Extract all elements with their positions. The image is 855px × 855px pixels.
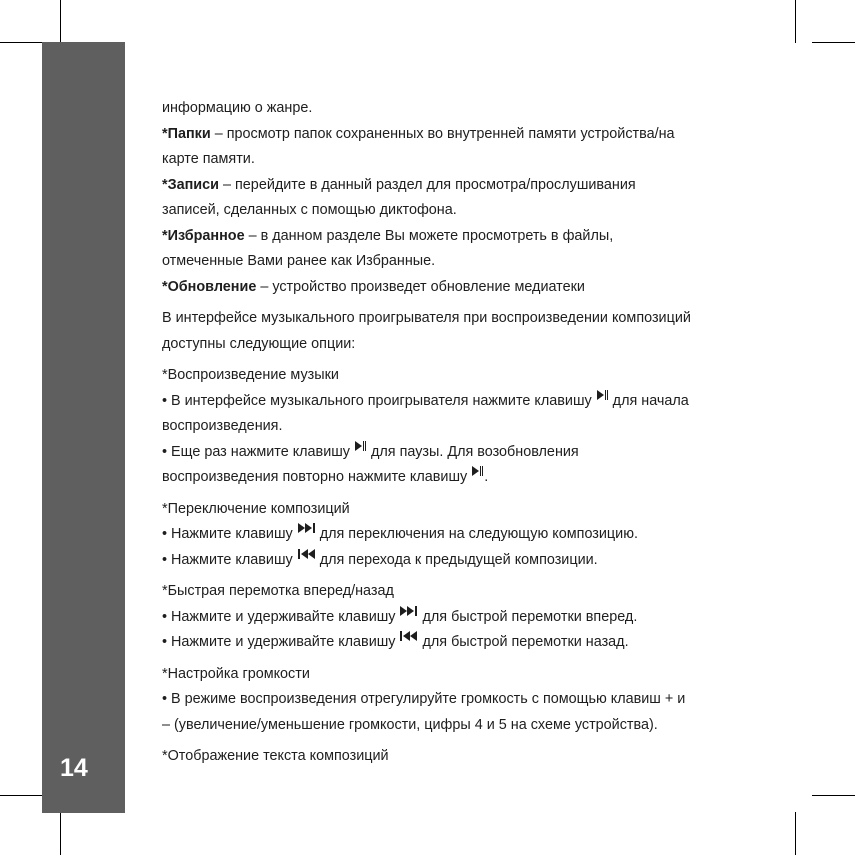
- text-line: [162, 630, 802, 656]
- text-span: *Воспроизведение музыки: [162, 367, 339, 383]
- text-line: [162, 122, 802, 148]
- text-line: [162, 713, 802, 739]
- text-line: [162, 306, 802, 332]
- text-span: .: [484, 469, 489, 485]
- previous-track-icon: [400, 631, 417, 641]
- text-span: карте памяти.: [162, 151, 255, 167]
- text-span: • В интерфейсе музыкального проигрывателя нажмите клавишу: [162, 392, 596, 409]
- text-line: [162, 332, 802, 358]
- page-sidebar: [42, 42, 125, 813]
- text-span: • Нажмите и удерживайте клавишу: [162, 608, 400, 625]
- text-line: [162, 465, 802, 491]
- text-line: [162, 440, 802, 466]
- crop-mark: [0, 795, 43, 796]
- page-number: 14: [60, 754, 88, 782]
- text-line: [162, 96, 802, 122]
- text-span: воспроизведения.: [162, 418, 283, 434]
- text-span: – перейдите в данный раздел для просмотра/прослушивания: [219, 176, 636, 193]
- text-span: • В режиме воспроизведения отрегулируйте громкость с помощью клавиш + и: [162, 691, 686, 707]
- text-line: [162, 414, 802, 440]
- text-span: для паузы. Для возобновления: [366, 443, 579, 460]
- text-span: В интерфейсе музыкального проигрывателя при воспроизведении композиций: [162, 310, 691, 326]
- text-line: [162, 249, 802, 275]
- text-span: для быстрой перемотки назад.: [418, 634, 629, 650]
- menu-item-update: *Обновление: [162, 278, 257, 295]
- previous-track-icon: [298, 549, 315, 559]
- play-pause-icon: [472, 466, 483, 476]
- play-pause-icon: [597, 390, 608, 400]
- text-span: – (увеличение/уменьшение громкости, цифры 4 и 5 на схеме устройства).: [162, 716, 658, 733]
- text-line: [162, 275, 802, 301]
- text-span: • Нажмите клавишу: [162, 526, 297, 542]
- text-span: *Переключение композиций: [162, 500, 350, 517]
- text-span: записей, сделанных с помощью диктофона.: [162, 202, 457, 218]
- text-line: [162, 687, 802, 713]
- text-line: [162, 147, 802, 173]
- crop-mark: [60, 0, 61, 43]
- menu-item-folders: *Папки: [162, 125, 211, 142]
- text-span: воспроизведения повторно нажмите клавишу: [162, 469, 472, 485]
- text-line: [162, 198, 802, 224]
- text-span: для переключения на следующую композицию.: [315, 526, 638, 542]
- text-span: *Отображение текста композиций: [162, 748, 389, 764]
- text-span: – просмотр папок сохраненных во внутренней памяти устройства/на: [210, 125, 675, 142]
- menu-item-recordings: *Записи: [162, 176, 220, 193]
- manual-text: [162, 96, 802, 770]
- text-span: – устройство произведет обновление медиатеки: [256, 278, 585, 295]
- text-span: *Настройка громкости: [162, 665, 310, 682]
- crop-mark: [812, 795, 855, 796]
- text-line: [162, 389, 802, 415]
- crop-mark: [812, 42, 855, 43]
- crop-mark: [795, 0, 796, 43]
- text-span: информацию о жанре.: [162, 100, 313, 116]
- text-span: для перехода к предыдущей композиции.: [315, 551, 598, 568]
- text-span: • Нажмите клавишу: [162, 551, 297, 568]
- text-span: – в данном разделе Вы можете просмотреть в файлы,: [244, 227, 614, 244]
- text-line: [162, 522, 802, 548]
- section-heading: [162, 744, 802, 770]
- section-heading: [162, 363, 802, 389]
- text-span: отмеченные Вами ранее как Избранные.: [162, 253, 436, 269]
- section-heading: [162, 497, 802, 523]
- next-track-icon: [400, 606, 417, 616]
- text-span: доступны следующие опции:: [162, 335, 356, 352]
- crop-mark: [795, 812, 796, 855]
- text-span: для быстрой перемотки вперед.: [418, 608, 638, 625]
- section-heading: [162, 579, 802, 605]
- text-line: [162, 173, 802, 199]
- next-track-icon: [298, 523, 315, 533]
- text-line: [162, 224, 802, 250]
- text-span: • Еще раз нажмите клавишу: [162, 443, 354, 460]
- text-span: *Быстрая перемотка вперед/назад: [162, 583, 394, 599]
- menu-item-favorites: *Избранное: [162, 227, 245, 244]
- text-span: для начала: [608, 392, 689, 409]
- text-span: • Нажмите и удерживайте клавишу: [162, 634, 400, 650]
- crop-mark: [0, 42, 43, 43]
- text-line: [162, 605, 802, 631]
- section-heading: [162, 662, 802, 688]
- crop-mark: [60, 812, 61, 855]
- text-line: [162, 548, 802, 574]
- play-pause-icon: [355, 441, 366, 451]
